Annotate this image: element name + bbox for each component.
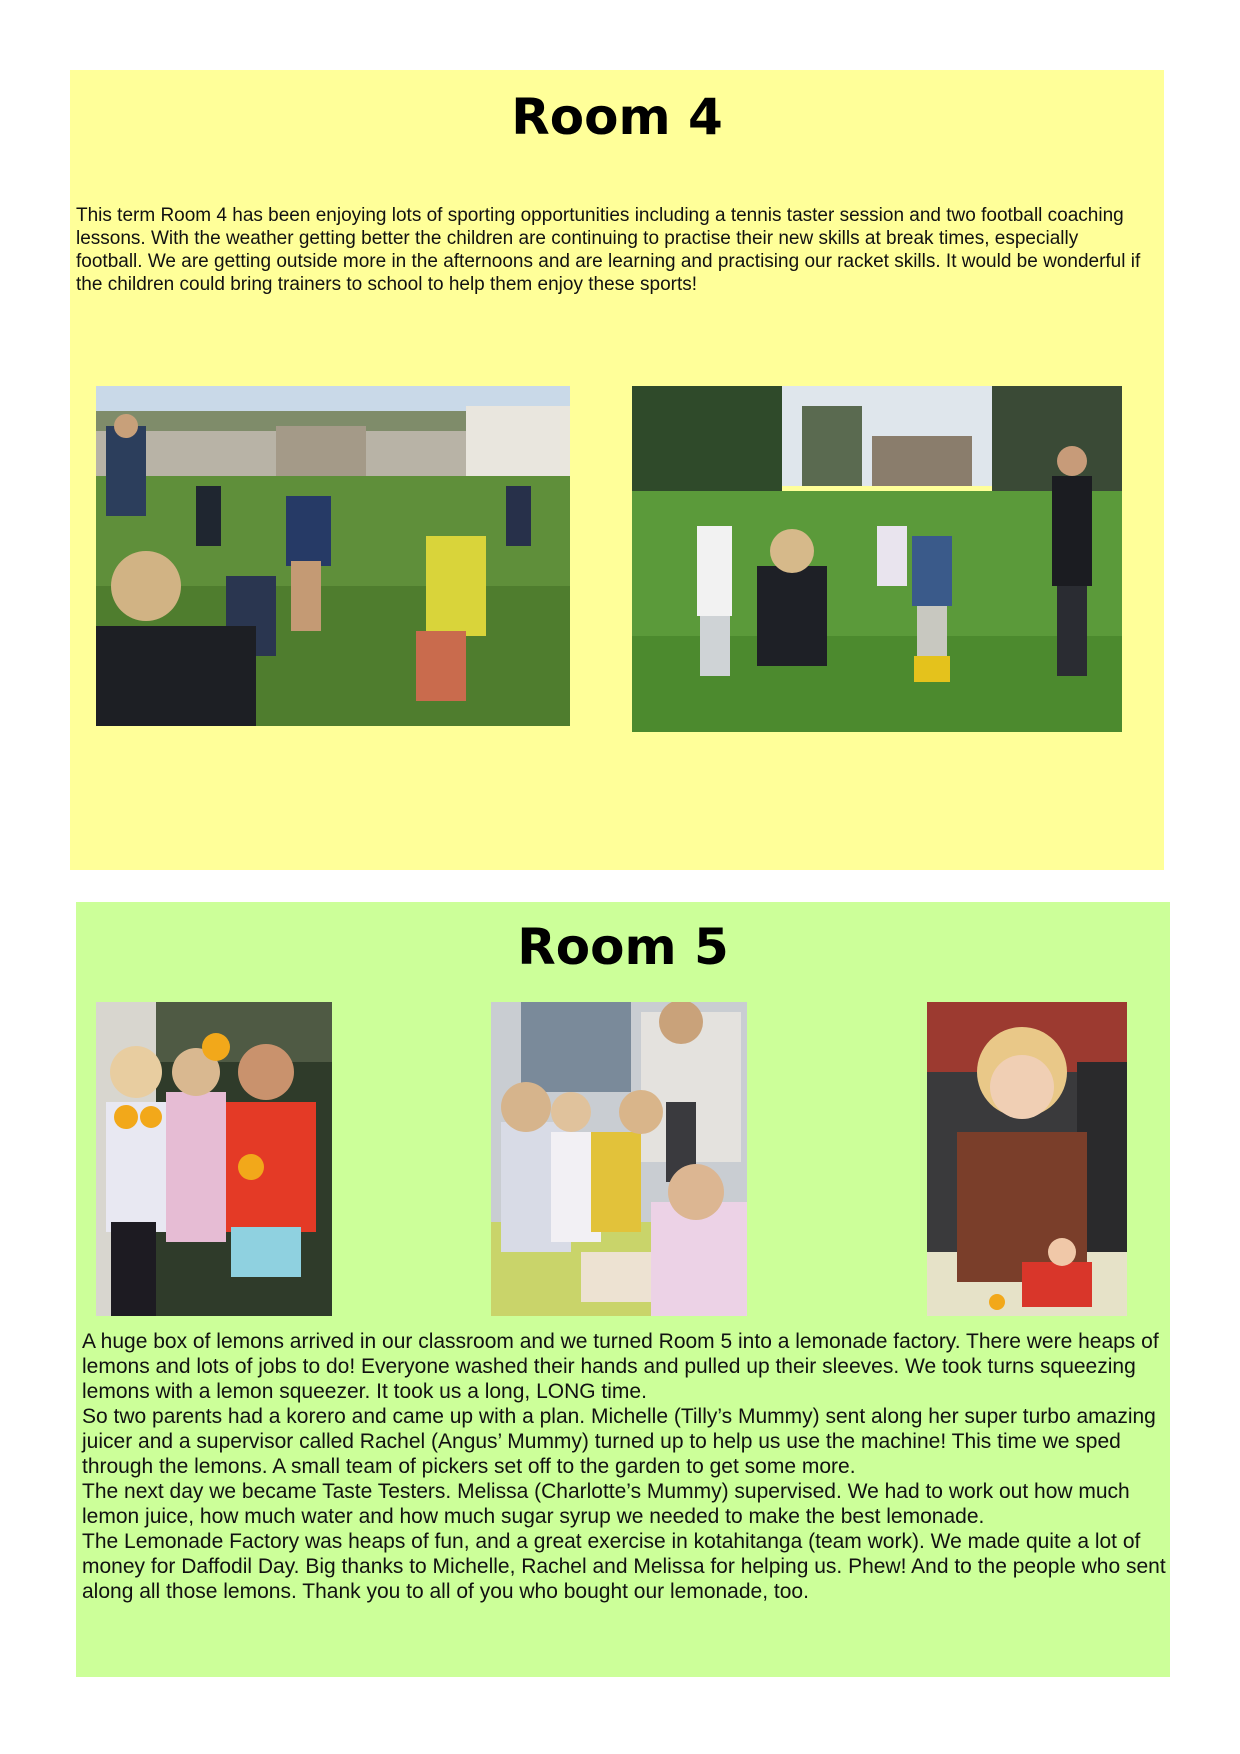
room4-title: Room 4 (511, 88, 723, 146)
room5-paragraph-2: So two parents had a korero and came up with a plan. Michelle (Tilly’s Mummy) sent along her super turbo amazing juicer and a supervisor called Rachel (Angus’ Mummy) turned up to help us use the machine! This time we sped through the lemons. A small team of pickers set off to the garden to get some more. (82, 1405, 1156, 1478)
room5-photo-squeezing (927, 1002, 1127, 1316)
room5-paragraph-1: A huge box of lemons arrived in our classroom and we turned Room 5 into a lemonade factory. There were heaps of lemons and lots of jobs to do! Everyone washed their hands and pulled up their sleeves. We took turns squeezing lemons with a lemon squeezer. It took us a long, LONG time. (82, 1330, 1159, 1403)
room4-section (70, 70, 1164, 870)
room4-paragraph: This term Room 4 has been enjoying lots of sporting opportunities including a tennis taster session and two football coaching lessons. With the weather getting better the children are continuing to practise their new skills at break times, especially football. We are getting outside more in the afternoons and are learning and practising our racket skills. It would be wonderful if the children could bring trainers to school to help them enjoy these sports! (76, 205, 1141, 295)
room4-photo-football (96, 386, 570, 726)
room5-title: Room 5 (517, 918, 729, 976)
room5-photo-lemons (96, 1002, 332, 1316)
room5-paragraphs (82, 1329, 1166, 1604)
room5-photo-juicer (491, 1002, 747, 1316)
room5-paragraph-3: The next day we became Taste Testers. Melissa (Charlotte’s Mummy) supervised. We had to work out how much lemon juice, how much water and how much sugar syrup we needed to make the best lemonade. (82, 1480, 1130, 1528)
room5-paragraph-4: The Lemonade Factory was heaps of fun, and a great exercise in kotahitanga (team work). We made quite a lot of money for Daffodil Day. Big thanks to Michelle, Rachel and Melissa for helping us. Phew! And to the people who sent along all those lemons. Thank you to all of you who bought our lemonade, too. (82, 1530, 1166, 1603)
room4-photo-coaching (632, 386, 1122, 732)
room5-section (76, 902, 1170, 1677)
